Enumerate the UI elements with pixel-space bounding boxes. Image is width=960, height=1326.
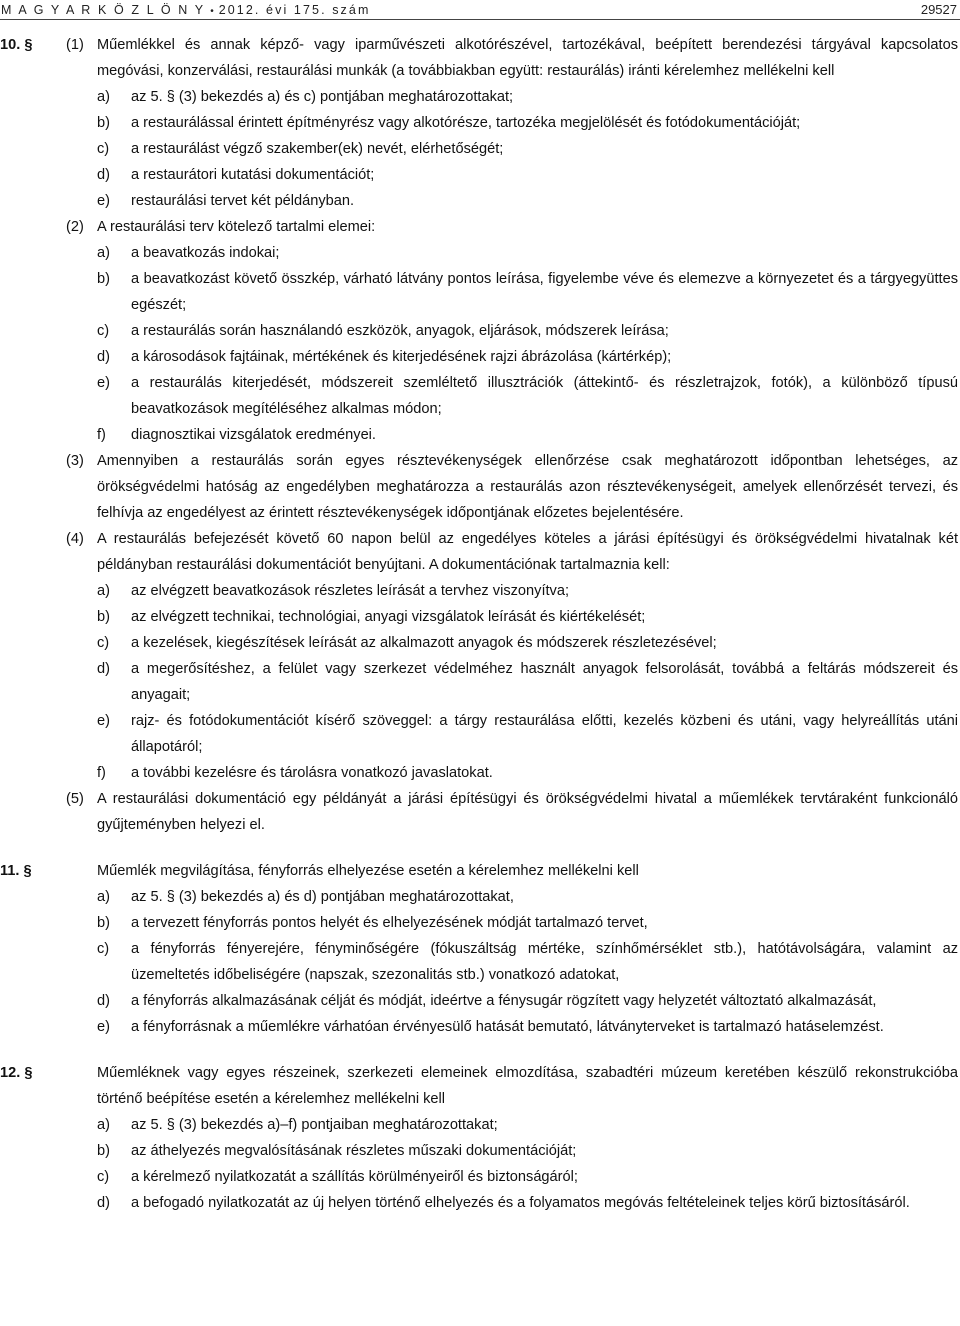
list-item: [0, 1190, 958, 1216]
item-label: c): [97, 1169, 110, 1185]
document-body: [0, 32, 960, 1216]
list-item: [0, 578, 958, 604]
paragraph: [0, 1060, 958, 1112]
item-label: b): [97, 115, 110, 131]
item-text: az 5. § (3) bekezdés a) és d) pontjában meghatározottakat,: [131, 889, 514, 905]
list-item: [0, 604, 958, 630]
item-text: a megerősítéshez, a felület vagy szerkezet védelméhez használt anyagok felsorolását, továbbá a feltárás módszereit és anyagait;: [131, 661, 958, 703]
item-label: b): [97, 271, 110, 287]
item-text: a károsodások fajtáinak, mértékének és kiterjedésének rajzi ábrázolása (kártérkép);: [131, 349, 672, 365]
paragraph-label: (3): [66, 453, 84, 469]
item-label: c): [97, 323, 110, 339]
item-text: a restaurálást végző szakember(ek) nevét, elérhetőségét;: [131, 141, 504, 157]
page-header: [0, 0, 960, 18]
paragraph-text: A restaurálási terv kötelező tartalmi elemei:: [97, 219, 376, 235]
item-label: d): [97, 167, 110, 183]
item-label: d): [97, 993, 110, 1009]
paragraph-label: (5): [66, 791, 84, 807]
item-text: a fényforrás fényerejére, fényminőségére (fókuszáltság mértéke, színhőmérséklet stb.), hatótávolságára, valamint az üzemeltetés időbeliségére (napszak, szezonalitás stb.) vonatkozó adatokat,: [131, 941, 958, 983]
item-text: a beavatkozást követő összkép, várható látvány pontos leírása, figyelembe véve és elemezve a környezetet és a tárgyegyüttes egészét;: [131, 271, 958, 313]
paragraph-label: (2): [66, 219, 84, 235]
item-text: a restaurálás kiterjedését, módszereit szemléltető illusztrációk (áttekintő- és részletrajzok, fotók), a különböző típusú beavatkozások megítéléséhez alkalmas módon;: [131, 375, 958, 417]
list-item: [0, 936, 958, 988]
list-item: [0, 110, 958, 136]
section-gap: [0, 838, 960, 858]
paragraph-text: Amennyiben a restaurálás során egyes résztevékenységek ellenőrzése csak meghatározott időpontban lehetséges, az örökségvédelmi hatóság az engedélyben meghatározza a restaurálás azon résztevékenységeit, amelyek ellenőrzését tervezi, és felhívja az engedélyest az érintett résztevékenységek időpontjának előzetes bejelentésére.: [97, 453, 958, 521]
section-2: [0, 858, 960, 1040]
paragraph-text: Műemlék megvilágítása, fényforrás elhelyezése esetén a kérelemhez mellékelni kell: [97, 863, 639, 879]
item-label: e): [97, 713, 110, 729]
header-rule: [0, 19, 960, 20]
list-item: [0, 318, 958, 344]
list-item: [0, 1138, 958, 1164]
list-item: [0, 656, 958, 708]
item-label: d): [97, 349, 110, 365]
paragraph-text: A restaurálási dokumentáció egy példányát a járási építésügyi és örökségvédelmi hivatal a műemlékek tervtáraként funkcionáló gyűjteményben helyezi el.: [97, 791, 958, 833]
item-label: a): [97, 889, 110, 905]
item-text: a tervezett fényforrás pontos helyét és elhelyezésének módját tartalmazó tervet,: [131, 915, 648, 931]
list-item: [0, 240, 958, 266]
item-label: b): [97, 915, 110, 931]
paragraph: [0, 448, 958, 526]
list-item: [0, 84, 958, 110]
section-3: [0, 1060, 960, 1216]
section-number: 12. §: [0, 1065, 33, 1081]
item-label: a): [97, 89, 110, 105]
item-label: e): [97, 1019, 110, 1035]
paragraph: [0, 214, 958, 240]
list-item: [0, 760, 958, 786]
item-text: az elvégzett technikai, technológiai, anyagi vizsgálatok leírását és kiértékelését;: [131, 609, 646, 625]
paragraph-label: (4): [66, 531, 84, 547]
item-text: a kérelmező nyilatkozatát a szállítás körülményeiről és biztonságáról;: [131, 1169, 578, 1185]
item-text: a beavatkozás indokai;: [131, 245, 280, 261]
list-item: [0, 422, 958, 448]
list-item: [0, 988, 958, 1014]
item-text: a fényforrás alkalmazásának célját és módját, ideértve a fénysugár rögzített vagy helyzetét változtató alkalmazását,: [131, 993, 877, 1009]
section-number: 11. §: [0, 863, 32, 879]
paragraph-text: A restaurálás befejezését követő 60 napon belül az engedélyes köteles a járási építésügyi és örökségvédelmi hivatalnak két példányban restaurálási dokumentációt benyújtani. A dokumentációnak tartalmaznia kell:: [97, 531, 958, 573]
item-text: restaurálási tervet két példányban.: [131, 193, 355, 209]
item-text: a befogadó nyilatkozatát az új helyen történő elhelyezés és a folyamatos megóvás feltételeinek teljes körű biztosításáról.: [131, 1195, 910, 1211]
list-item: [0, 370, 958, 422]
list-item: [0, 910, 958, 936]
list-item: [0, 1014, 958, 1040]
list-item: [0, 344, 958, 370]
item-text: a restaurátori kutatási dokumentációt;: [131, 167, 375, 183]
paragraph: [0, 526, 958, 578]
item-label: b): [97, 1143, 110, 1159]
publication-title: M A G Y A R K Ö Z L Ö N Y: [1, 3, 206, 17]
item-label: e): [97, 375, 110, 391]
paragraph-text: Műemlékkel és annak képző- vagy iparművészeti alkotórészével, tartozékával, beépített berendezési tárgyával kapcsolatos megóvási, konzerválási, restaurálási munkák (a továbbiakban együtt: restaurálás) iránti kérelemhez mellékelni kell: [97, 37, 958, 79]
item-text: a kezelések, kiegészítések leírását az alkalmazott anyagok és módszerek részletezésével;: [131, 635, 717, 651]
list-item: [0, 266, 958, 318]
list-item: [0, 708, 958, 760]
item-text: a restaurálás során használandó eszközök, anyagok, eljárások, módszerek leírása;: [131, 323, 669, 339]
item-text: rajz- és fotódokumentációt kísérő szöveggel: a tárgy restaurálása előtti, kezelés közbeni és utáni, vagy helyreállítás utáni állapotáról;: [131, 713, 958, 755]
item-label: a): [97, 583, 110, 599]
list-item: [0, 630, 958, 656]
item-label: f): [97, 765, 106, 781]
paragraph-label: (1): [66, 37, 84, 53]
bullet-separator: •: [210, 6, 214, 17]
item-label: c): [97, 141, 110, 157]
item-label: b): [97, 609, 110, 625]
list-item: [0, 1112, 958, 1138]
item-label: a): [97, 1117, 110, 1133]
item-text: az 5. § (3) bekezdés a)–f) pontjaiban meghatározottakat;: [131, 1117, 498, 1133]
item-text: az elvégzett beavatkozások részletes leírását a tervhez viszonyítva;: [131, 583, 570, 599]
item-text: a fényforrásnak a műemlékre várhatóan érvényesülő hatását bemutató, látványterveket is tartalmazó hatáselemzést.: [131, 1019, 884, 1035]
section-gap: [0, 1040, 960, 1060]
item-text: diagnosztikai vizsgálatok eredményei.: [131, 427, 376, 443]
item-text: a restaurálással érintett építményrész vagy alkotórésze, tartozéka megjelölését és fotódokumentációját;: [131, 115, 801, 131]
running-head: [1, 0, 370, 25]
item-label: c): [97, 635, 110, 651]
section-1: [0, 32, 960, 838]
list-item: [0, 136, 958, 162]
paragraph: [0, 786, 958, 838]
item-label: d): [97, 661, 110, 677]
item-label: e): [97, 193, 110, 209]
list-item: [0, 162, 958, 188]
list-item: [0, 188, 958, 214]
list-item: [0, 884, 958, 910]
paragraph: [0, 858, 958, 884]
item-label: a): [97, 245, 110, 261]
item-text: az 5. § (3) bekezdés a) és c) pontjában meghatározottakat;: [131, 89, 514, 105]
item-label: c): [97, 941, 110, 957]
issue-info: 2012. évi 175. szám: [218, 3, 371, 17]
section-number: 10. §: [0, 37, 33, 53]
item-label: d): [97, 1195, 110, 1211]
item-text: az áthelyezés megvalósításának részletes műszaki dokumentációját;: [131, 1143, 577, 1159]
paragraph: [0, 32, 958, 84]
page-number: 29527: [920, 2, 957, 17]
item-label: f): [97, 427, 106, 443]
list-item: [0, 1164, 958, 1190]
item-text: a további kezelésre és tárolásra vonatkozó javaslatokat.: [131, 765, 493, 781]
paragraph-text: Műemléknek vagy egyes részeinek, szerkezeti elemeinek elmozdítása, szabadtéri múzeum keretében készülő rekonstrukcióba történő beépítése esetén a kérelemhez mellékelni kell: [97, 1065, 958, 1107]
